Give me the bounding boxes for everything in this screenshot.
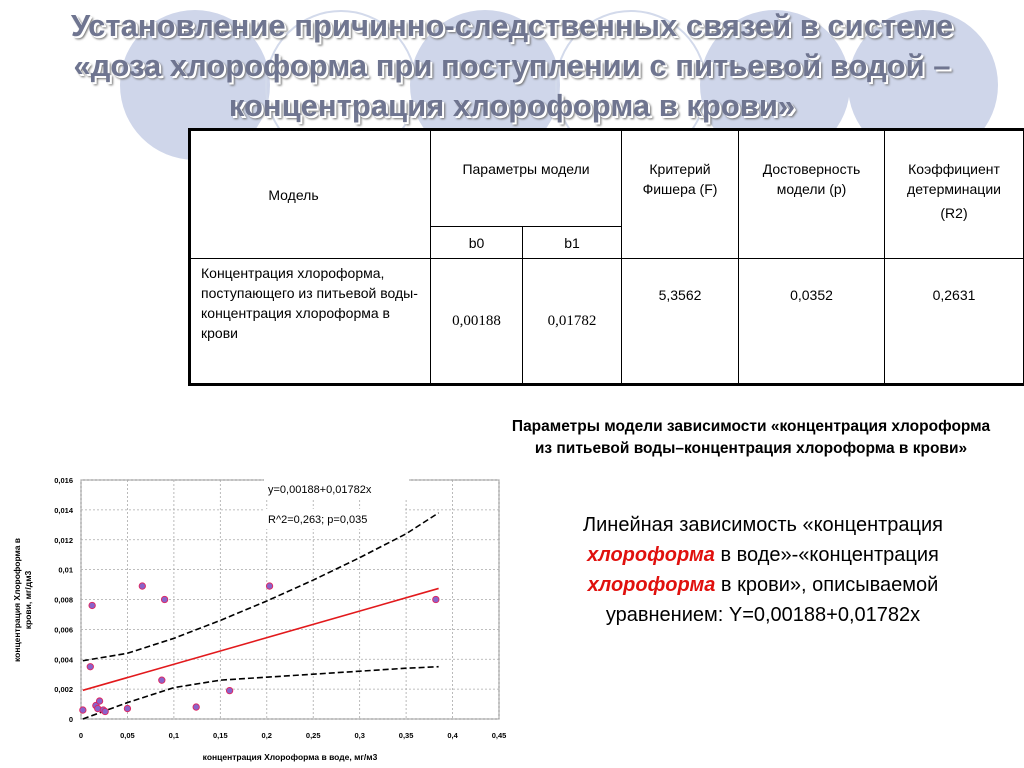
model-parameters-table — [190, 130, 1024, 384]
y-tick-label: 0,008 — [54, 595, 73, 605]
data-point — [266, 583, 272, 589]
data-point — [80, 707, 86, 713]
header-r2 — [885, 131, 1024, 259]
x-axis-label: концентрация Хлороформа в воде, мг/м3 — [202, 752, 378, 762]
slide-title — [0, 6, 1024, 126]
title-line-1: Установление причинно-следственных связей в системе — [70, 8, 954, 43]
x-tick-label: 0,25 — [305, 731, 321, 740]
data-point — [139, 583, 145, 589]
model-description — [556, 510, 970, 630]
data-point — [161, 596, 167, 602]
header-b0: b0 — [431, 227, 523, 259]
x-tick-label: 0,05 — [120, 731, 135, 740]
y-tick-label: 0 — [68, 715, 73, 724]
data-point — [159, 677, 165, 683]
b0-value: 0,00188 — [431, 259, 523, 384]
chart-stats: R^2=0,263; p=0,035 — [268, 514, 368, 526]
y-tick-label: 0,012 — [54, 535, 73, 545]
header-b1: b1 — [523, 227, 622, 259]
header-model: Модель — [191, 131, 431, 259]
header-fisher: Критерий Фишера (F) — [622, 131, 739, 259]
data-point — [96, 698, 102, 704]
x-tick-label: 0,4 — [447, 731, 458, 740]
fisher-value: 5,3562 — [622, 259, 739, 384]
y-tick-label: 0,014 — [54, 505, 73, 515]
data-point — [89, 602, 95, 608]
x-tick-label: 0 — [78, 731, 84, 740]
description-highlight-2: хлороформа — [587, 574, 716, 596]
title-line-2: «доза хлороформа при поступлении с питьевой водой – — [73, 48, 951, 83]
chart-equation: y=0,00188+0,01782x — [268, 484, 372, 496]
header-model-params: Параметры модели — [431, 131, 622, 227]
x-tick-label: 0,3 — [354, 731, 365, 740]
model-name-cell: Концентрация хлороформа, поступающего из питьевой воды-концентрация хлороформа в крови — [191, 259, 431, 384]
description-part-3: в крови», описываемой уравнением: Y=0,00188+0,01782x — [605, 574, 939, 626]
y-tick-label: 0,016 — [54, 476, 73, 485]
description-part-1: Линейная зависимость «концентрация — [583, 514, 943, 536]
data-point — [193, 704, 199, 710]
header-p-value: Достоверность модели (p) — [739, 131, 885, 259]
y-tick-label: 0,006 — [54, 625, 73, 635]
regression-chart — [0, 470, 520, 768]
data-point — [87, 664, 93, 670]
y-tick-label: 0,004 — [54, 655, 73, 665]
y-tick-label: 0,002 — [54, 685, 73, 695]
x-tick-label: 0,35 — [398, 731, 414, 740]
data-point — [102, 708, 108, 714]
description-part-2: в воде»-«концентрация — [714, 544, 939, 566]
description-highlight-1: хлороформа — [587, 544, 715, 566]
x-tick-label: 0,1 — [168, 731, 180, 740]
header-r2-symbol: (R2) — [940, 205, 968, 221]
data-point — [226, 687, 232, 693]
x-tick-label: 0,45 — [491, 731, 507, 740]
data-point — [433, 596, 439, 602]
y-axis-label: концентрация Хлороформа вкрови, мг/дм3 — [12, 537, 33, 663]
r2-value: 0,2631 — [885, 259, 1024, 384]
p-value: 0,0352 — [739, 259, 885, 384]
model-caption: Параметры модели зависимости «концентрация хлороформа из питьевой воды–концентрация хлороформа в крови» — [511, 418, 991, 457]
title-line-3: концентрация хлороформа в крови» — [228, 88, 796, 123]
header-r2-label: Коэффициент детерминации — [907, 161, 1001, 197]
data-point — [124, 705, 130, 711]
x-tick-label: 0,15 — [213, 731, 228, 740]
x-tick-label: 0,2 — [261, 731, 272, 740]
b1-value: 0,01782 — [523, 259, 622, 384]
y-tick-label: 0,01 — [58, 565, 73, 575]
